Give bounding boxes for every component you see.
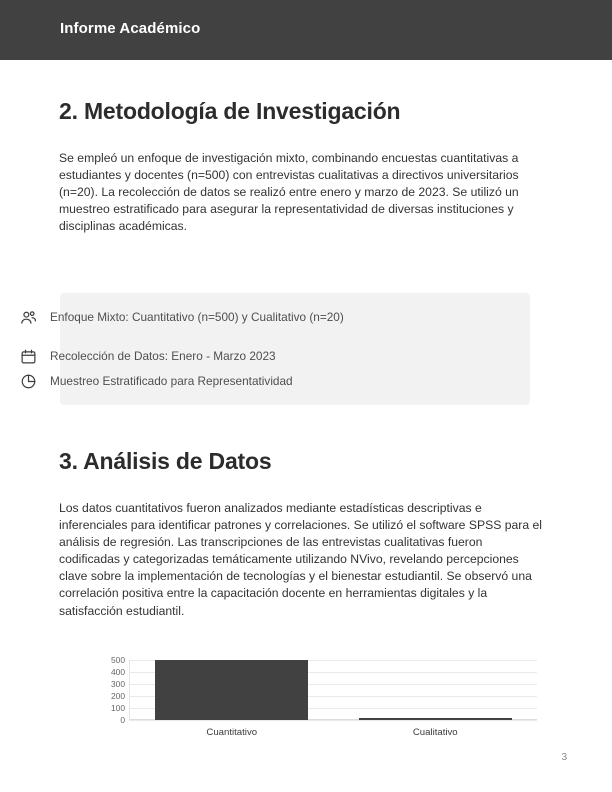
page-title-analysis: 3. Análisis de Datos — [59, 448, 272, 474]
info-item-label: Muestreo Estratificado para Representatividad — [50, 373, 293, 388]
page-title-methodology: 2. Metodología de Investigación — [59, 98, 401, 124]
calendar-icon — [20, 348, 37, 365]
chart-y-axis — [59, 655, 125, 725]
chart-y-tick-label: 0 — [120, 715, 125, 725]
bar-chart — [59, 655, 539, 740]
chart-y-tick-label: 400 — [111, 667, 125, 677]
paragraph-methodology: Se empleó un enfoque de investigación mixto, combinando encuestas cuantitativas a estudiantes y docentes (n=500) con entrevistas cualitativas a directivos universitarios (n=20). La recolección de datos se realizó entre enero y marzo de 2023. Se utilizó un muestreo estratificado para asegurar la representatividad de diversas instituciones y disciplinas académicas. — [59, 151, 519, 234]
chart-x-tick-label: Cualitativo — [412, 727, 458, 738]
chart-y-tick-label: 300 — [111, 679, 125, 689]
page-number: 3 — [561, 752, 567, 763]
chart-y-tick-label: 100 — [111, 703, 125, 713]
paragraph-analysis: Los datos cuantitativos fueron analizados mediante estadísticas descriptivas e inferenciales para identificar patrones y correlaciones. Se utilizó el software SPSS para el análisis de regresión. Las transcripciones de las entrevistas cualitativas fueron codificadas y categorizadas temáticamente utilizando NVivo, revelando percepciones clave sobre la implementación de tecnologías y el bienestar estudiantil. Se observó una correlación positiva entre la capacitación docente en herramientas digitales y la satisfacción estudiantil. — [59, 501, 543, 618]
chart-bar — [359, 718, 512, 720]
header-title: Informe Académico — [60, 20, 201, 37]
users-icon — [20, 309, 37, 326]
chart-y-tick-label: 200 — [111, 691, 125, 701]
chart-x-tick-label: Cuantitativo — [206, 727, 258, 738]
info-item-label: Recolección de Datos: Enero - Marzo 2023 — [50, 348, 276, 363]
info-item-sampling — [20, 372, 293, 390]
info-item-label: Enfoque Mixto: Cuantitativo (n=500) y Cualitativo (n=20) — [50, 309, 344, 324]
chart-y-tick-label: 500 — [111, 655, 125, 665]
chart-gridline — [130, 720, 537, 721]
pie-chart-icon — [20, 373, 37, 390]
chart-plot-area — [130, 660, 537, 720]
info-item-data-collection — [20, 347, 276, 365]
info-item-mixed-approach — [20, 308, 344, 326]
chart-bar — [155, 660, 308, 720]
